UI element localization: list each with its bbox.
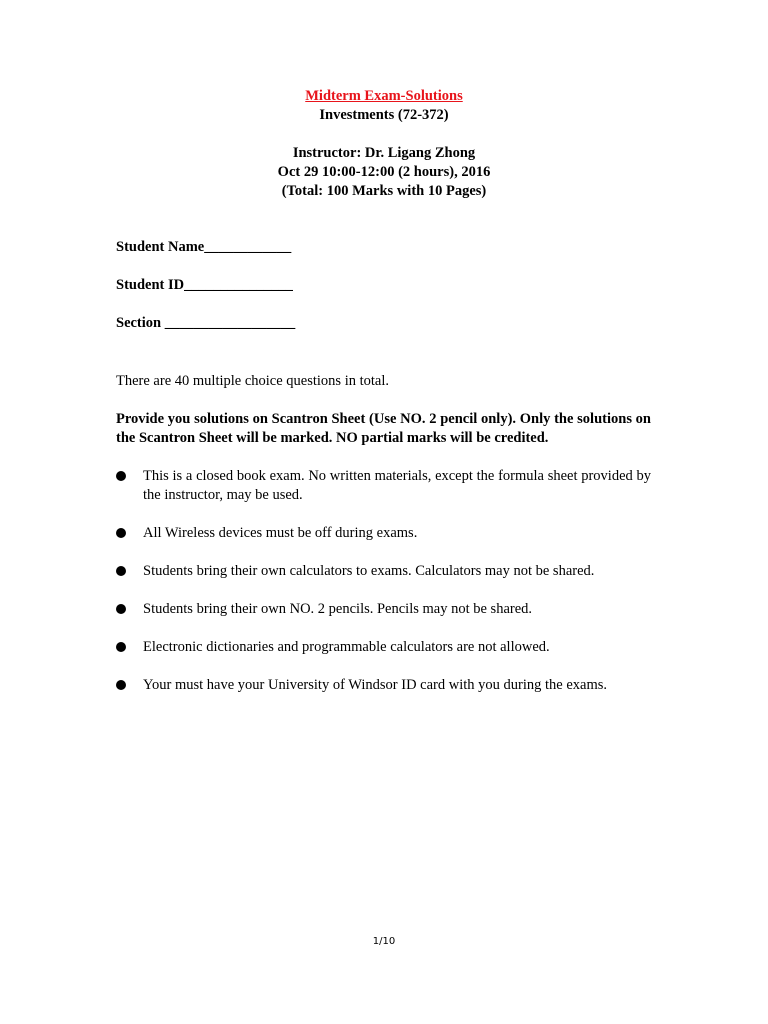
instructor-name: Instructor: Dr. Ligang Zhong — [292, 145, 476, 161]
rule-text: Electronic dictionaries and programmable calculators are not allowed. — [143, 639, 550, 655]
rule-item — [116, 467, 651, 505]
bullet-icon — [116, 528, 126, 538]
student-name-field: Student Name____________ — [116, 239, 292, 255]
course-name: Investments (72-372) — [319, 107, 449, 123]
rule-item — [116, 600, 651, 619]
scantron-instructions: Provide you solutions on Scantron Sheet (Use NO. 2 pencil only). Only the solutions on the Scantron Sheet will be marked. NO partial marks will be credited. — [116, 411, 651, 446]
page-number: 1/10 — [372, 936, 396, 947]
rule-text: All Wireless devices must be off during exams. — [143, 525, 418, 541]
bullet-icon — [116, 566, 126, 576]
section-field: Section __________________ — [116, 315, 296, 331]
exam-schedule: Oct 29 10:00-12:00 (2 hours), 2016 — [277, 164, 491, 180]
exam-rules-list — [116, 467, 651, 714]
rule-text: Students bring their own calculators to exams. Calculators may not be shared. — [143, 563, 595, 579]
rule-text: Your must have your University of Windsor ID card with you during the exams. — [143, 677, 608, 693]
rule-item — [116, 638, 651, 657]
student-id-field: Student ID_______________ — [116, 277, 293, 293]
intro-text: There are 40 multiple choice questions in total. — [116, 373, 390, 389]
header-spacer — [0, 125, 768, 144]
bullet-icon — [116, 642, 126, 652]
bullet-icon — [116, 604, 126, 614]
rule-item — [116, 524, 651, 543]
exam-total: (Total: 100 Marks with 10 Pages) — [281, 183, 487, 199]
bullet-icon — [116, 680, 126, 690]
rule-text: Students bring their own NO. 2 pencils. Pencils may not be shared. — [143, 601, 533, 617]
rule-item — [116, 562, 651, 581]
bullet-icon — [116, 471, 126, 481]
rule-text: This is a closed book exam. No written materials, except the formula sheet provided by the instructor, may be used. — [143, 468, 651, 503]
exam-header — [0, 87, 768, 201]
rule-item — [116, 676, 651, 695]
exam-title: Midterm Exam-Solutions — [305, 88, 463, 104]
